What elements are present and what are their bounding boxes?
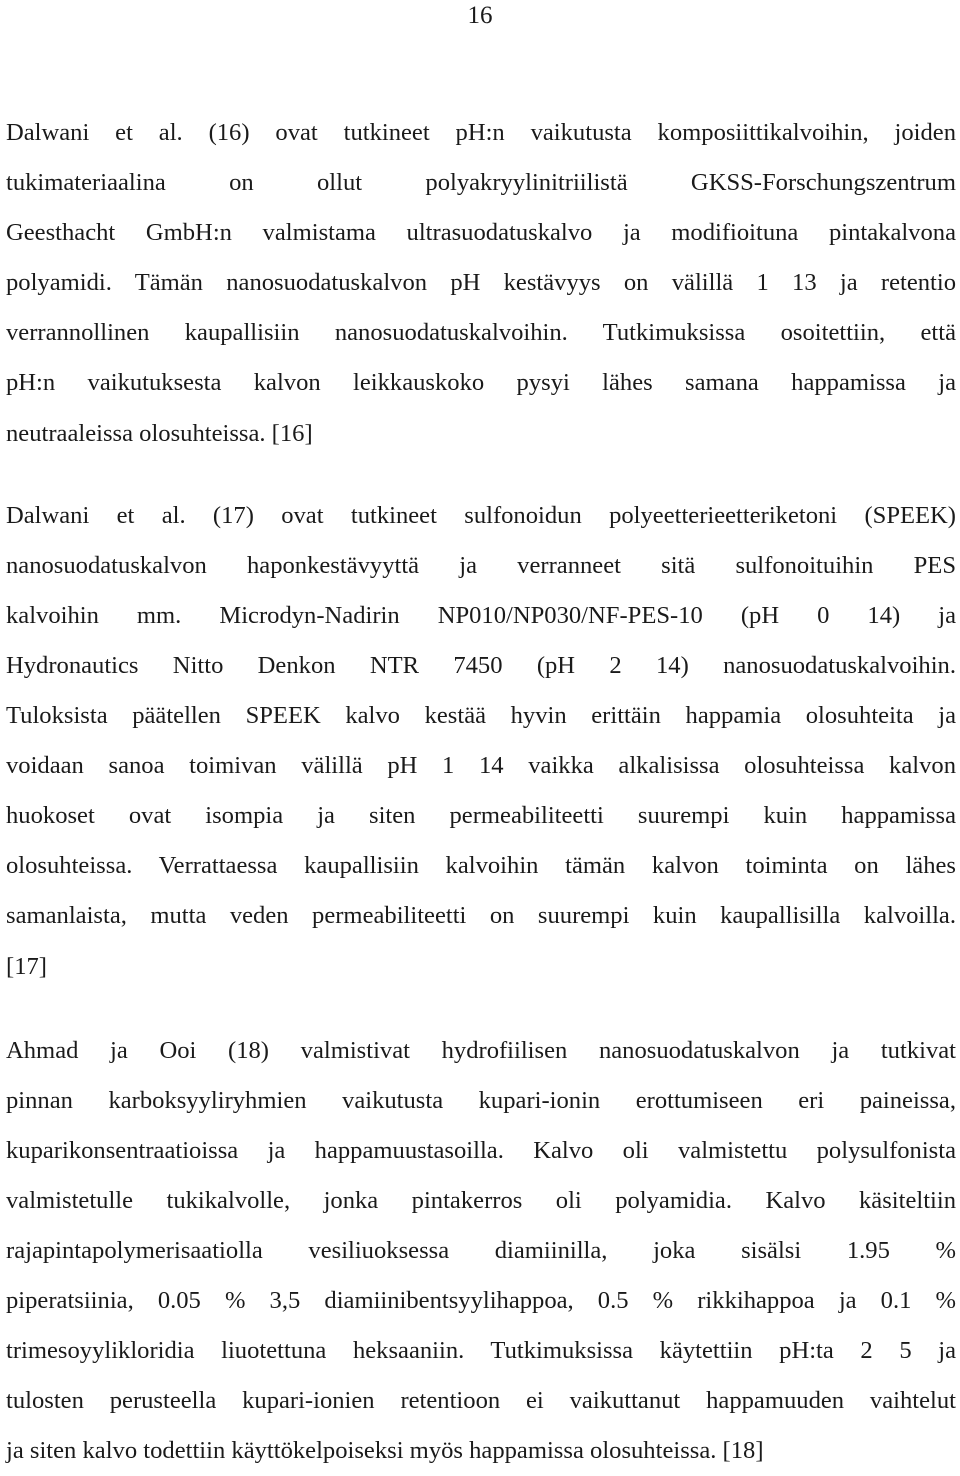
text-line: Dalwani et al. (16) ovat tutkineet pH:n vaikutusta komposiittikalvoihin, joiden bbox=[6, 119, 956, 146]
text-line: piperatsiinia, 0.05 % 3,5 diamiinibentsyylihappoa, 0.5 % rikkihappoa ja 0.1 % bbox=[6, 1287, 956, 1315]
text-line: samanlaista, mutta veden permeabiliteetti on suurempi kuin kaupallisilla kalvoilla. bbox=[6, 902, 956, 930]
text-line: nanosuodatuskalvon haponkestävyyttä ja verranneet sitä sulfonoituihin PES bbox=[6, 551, 956, 579]
text-line: Ahmad ja Ooi (18) valmistivat hydrofiilisen nanosuodatuskalvon ja tutkivat bbox=[6, 1036, 956, 1064]
text-line: kalvoihin mm. Microdyn-Nadirin NP010/NP030/NF-PES-10 (pH 0 14) ja bbox=[6, 601, 956, 629]
text-line: [17] bbox=[6, 952, 47, 980]
text-line: valmistetulle tukikalvolle, jonka pintakerros oli polyamidia. Kalvo käsiteltiin bbox=[6, 1186, 956, 1214]
text-line: olosuhteissa. Verrattaessa kaupallisiin kalvoihin tämän kalvon toiminta on lähes bbox=[6, 852, 956, 880]
text-line: Hydronautics Nitto Denkon NTR 7450 (pH 2 14) nanosuodatuskalvoihin. bbox=[6, 651, 956, 679]
text-line: verrannollinen kaupallisiin nanosuodatuskalvoihin. Tutkimuksissa osoitettiin, että bbox=[6, 319, 956, 347]
text-line: Tuloksista päätellen SPEEK kalvo kestää hyvin erittäin happamia olosuhteita ja bbox=[6, 702, 956, 730]
text-line: trimesoyylikloridia liuotettuna heksaaniin. Tutkimuksissa käytettiin pH:ta 2 5 ja bbox=[6, 1337, 956, 1365]
paragraph-dalwani-16 bbox=[6, 108, 956, 459]
page-number: 16 bbox=[467, 2, 493, 29]
text-line: polyamidi. Tämän nanosuodatuskalvon pH kestävyys on välillä 1 13 ja retentio bbox=[6, 269, 956, 297]
paragraph-ahmad-ooi-18 bbox=[6, 1026, 956, 1476]
text-line: tukimateriaalina on ollut polyakryylinitriilistä GKSS-Forschungszentrum bbox=[6, 169, 956, 197]
text-line: kuparikonsentraatioissa ja happamuustasoilla. Kalvo oli valmistettu polysulfonista bbox=[6, 1136, 956, 1164]
text-line: neutraaleissa olosuhteissa. [16] bbox=[6, 419, 313, 447]
text-line: Dalwani et al. (17) ovat tutkineet sulfonoidun polyeetterieetteriketoni (SPEEK) bbox=[6, 501, 956, 529]
text-line: ja siten kalvo todettiin käyttökelpoiseksi myös happamissa olosuhteissa. [18] bbox=[6, 1437, 764, 1465]
text-line: voidaan sanoa toimivan välillä pH 1 14 vaikka alkalisissa olosuhteissa kalvon bbox=[6, 752, 956, 780]
text-line: pH:n vaikutuksesta kalvon leikkauskoko pysyi lähes samana happamissa ja bbox=[6, 369, 956, 397]
text-line: pinnan karboksyyliryhmien vaikutusta kupari-ionin erottumiseen eri paineissa, bbox=[6, 1086, 956, 1114]
paragraph-dalwani-17 bbox=[6, 491, 956, 992]
text-line: rajapintapolymerisaatiolla vesiliuoksessa diamiinilla, joka sisälsi 1.95 % bbox=[6, 1236, 956, 1264]
text-line: tulosten perusteella kupari-ionien retentioon ei vaikuttanut happamuuden vaihtelut bbox=[6, 1387, 956, 1415]
text-line: Geesthacht GmbH:n valmistama ultrasuodatuskalvo ja modifioituna pintakalvona bbox=[6, 219, 956, 247]
text-line: huokoset ovat isompia ja siten permeabiliteetti suurempi kuin happamissa bbox=[6, 802, 956, 830]
document-body bbox=[6, 108, 956, 1476]
